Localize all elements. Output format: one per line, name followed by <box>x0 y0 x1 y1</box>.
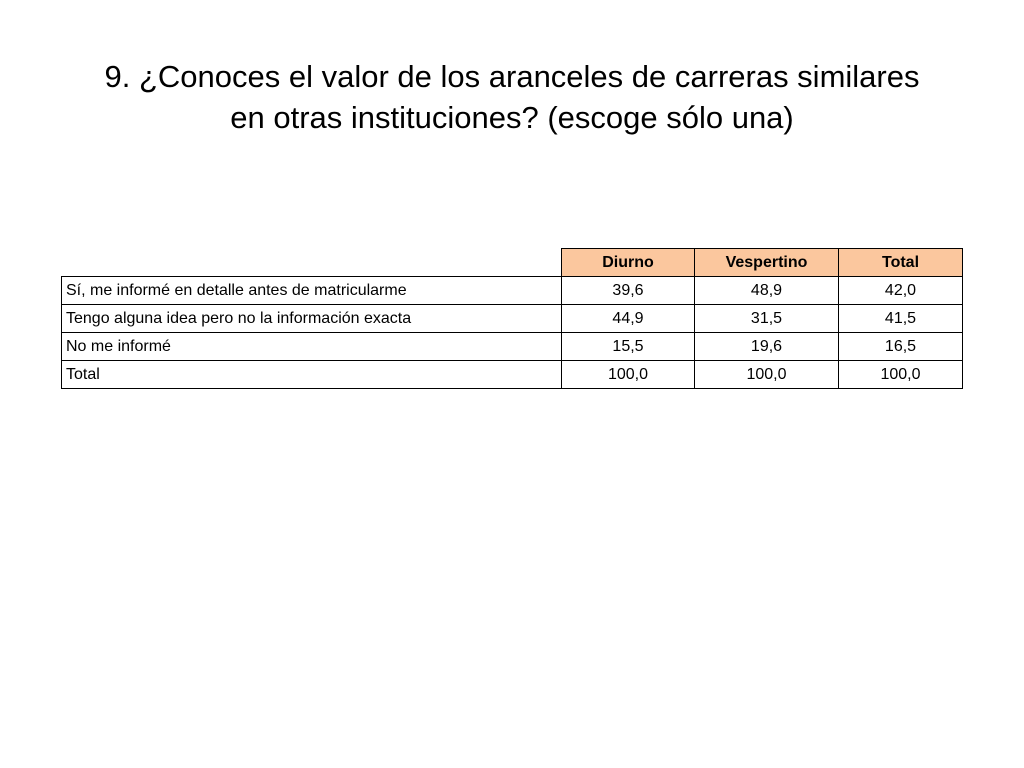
header-total: Total <box>839 249 963 277</box>
header-empty-cell <box>62 249 562 277</box>
cell-vespertino: 100,0 <box>695 361 839 389</box>
header-vespertino: Vespertino <box>695 249 839 277</box>
cell-total: 41,5 <box>839 305 963 333</box>
cell-diurno: 39,6 <box>562 277 695 305</box>
cell-diurno: 100,0 <box>562 361 695 389</box>
cell-total: 42,0 <box>839 277 963 305</box>
slide-title <box>0 56 1024 138</box>
results-table <box>61 248 963 389</box>
cell-vespertino: 31,5 <box>695 305 839 333</box>
slide-title-line-1: 9. ¿Conoces el valor de los aranceles de carreras similares <box>104 59 920 94</box>
table-row <box>62 333 963 361</box>
row-label: Total <box>62 361 562 389</box>
cell-diurno: 44,9 <box>562 305 695 333</box>
header-diurno: Diurno <box>562 249 695 277</box>
table-row <box>62 305 963 333</box>
table-row-total <box>62 361 963 389</box>
cell-total: 100,0 <box>839 361 963 389</box>
row-label: Tengo alguna idea pero no la información exacta <box>62 305 562 333</box>
cell-vespertino: 48,9 <box>695 277 839 305</box>
cell-vespertino: 19,6 <box>695 333 839 361</box>
cell-total: 16,5 <box>839 333 963 361</box>
slide-title-line-2: en otras instituciones? (escoge sólo una) <box>230 100 794 135</box>
cell-diurno: 15,5 <box>562 333 695 361</box>
row-label: No me informé <box>62 333 562 361</box>
table-row <box>62 277 963 305</box>
row-label: Sí, me informé en detalle antes de matricularme <box>62 277 562 305</box>
table-header-row <box>62 249 963 277</box>
